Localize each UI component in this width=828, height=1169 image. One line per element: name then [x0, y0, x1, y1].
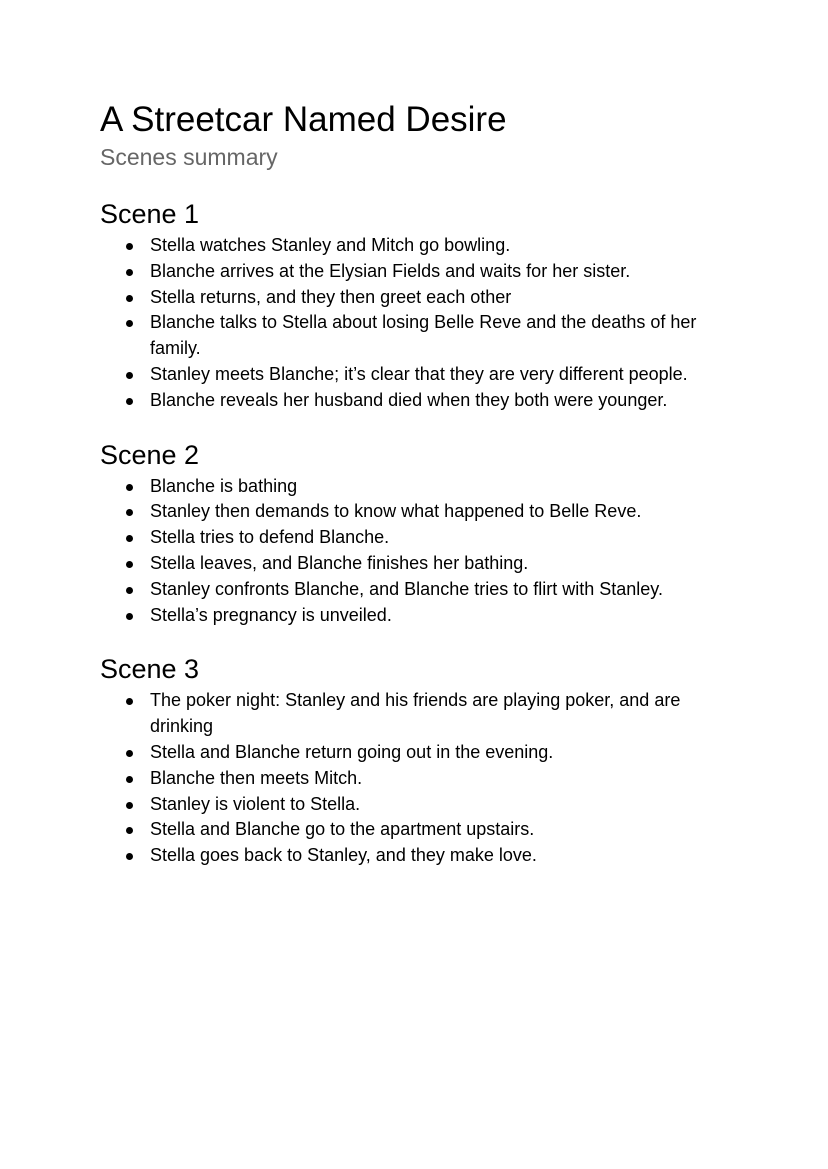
bullet-icon [126, 776, 133, 783]
bullet-icon [126, 698, 133, 705]
list-item-text: Stella’s pregnancy is unveiled. [150, 604, 392, 625]
list-item [150, 285, 740, 311]
scene-heading: Scene 1 [100, 199, 200, 229]
list-item-text: Stella tries to defend Blanche. [150, 527, 390, 548]
scene-heading: Scene 2 [100, 439, 200, 470]
list-item [150, 843, 740, 869]
bullet-icon [126, 509, 133, 516]
list-item-text: Stella goes back to Stanley, and they make love. [150, 845, 537, 866]
bullet-icon [126, 802, 133, 809]
scene-heading: Scene 3 [100, 654, 200, 685]
list-item [150, 310, 740, 362]
list-item-text: Blanche is bathing [150, 475, 298, 496]
bullet-icon [126, 484, 133, 491]
bullet-icon [126, 372, 133, 379]
list-item-text: Stella leaves, and Blanche finishes her bathing. [150, 552, 529, 573]
list-item-text: Stanley is violent to Stella. [150, 793, 361, 814]
list-item [150, 817, 740, 843]
list-item-text: Stanley confronts Blanche, and Blanche tries to flirt with Stanley. [150, 578, 663, 599]
bullet-icon [126, 750, 133, 757]
document-page [100, 98, 740, 869]
list-item [150, 259, 740, 285]
list-item-text: Blanche talks to Stella about losing Belle Reve and the deaths of her family. [150, 312, 697, 359]
list-item [150, 740, 740, 766]
list-item-text: Stella returns, and they then greet each other [150, 286, 512, 307]
bullet-icon [126, 561, 133, 568]
scene-1-bullet-list [100, 233, 740, 414]
bullet-icon [126, 398, 133, 405]
list-item [150, 233, 740, 259]
list-item-text: Stella watches Stanley and Mitch go bowling. [150, 235, 511, 255]
list-item-text: Blanche arrives at the Elysian Fields and waits for her sister. [150, 260, 631, 281]
list-item-text: Stella and Blanche go to the apartment upstairs. [150, 819, 535, 840]
list-item-text: Stanley then demands to know what happened to Belle Reve. [150, 501, 642, 522]
bullet-icon [126, 320, 133, 327]
list-item-text: The poker night: Stanley and his friends are playing poker, and are drinking [150, 690, 681, 737]
list-item-text: Stanley meets Blanche; it’s clear that they are very different people. [150, 363, 688, 384]
bullet-icon [126, 827, 133, 834]
bullet-icon [126, 243, 133, 250]
list-item [150, 792, 740, 818]
bullet-icon [126, 269, 133, 276]
scene-2-bullet-list [100, 474, 740, 629]
bullet-icon [126, 613, 133, 620]
document-title: A Streetcar Named Desire [100, 100, 507, 139]
scene-3-section [100, 652, 740, 869]
list-item [150, 499, 740, 525]
scene-3-bullet-list [100, 688, 740, 869]
list-item [150, 603, 740, 629]
list-item-text: Blanche reveals her husband died when they both were younger. [150, 389, 668, 410]
list-item [150, 388, 740, 414]
list-item-text: Stella and Blanche return going out in the evening. [150, 741, 554, 762]
list-item [150, 688, 740, 740]
list-item [150, 551, 740, 577]
list-item [150, 362, 740, 388]
list-item [150, 766, 740, 792]
bullet-icon [126, 853, 133, 860]
scene-1-section [100, 197, 740, 414]
list-item [150, 577, 740, 603]
bullet-icon [126, 587, 133, 594]
scene-2-section [100, 438, 740, 629]
list-item [150, 474, 740, 500]
list-item-text: Blanche then meets Mitch. [150, 767, 363, 788]
list-item [150, 525, 740, 551]
bullet-icon [126, 295, 133, 302]
document-subtitle: Scenes summary [100, 144, 278, 170]
bullet-icon [126, 535, 133, 542]
